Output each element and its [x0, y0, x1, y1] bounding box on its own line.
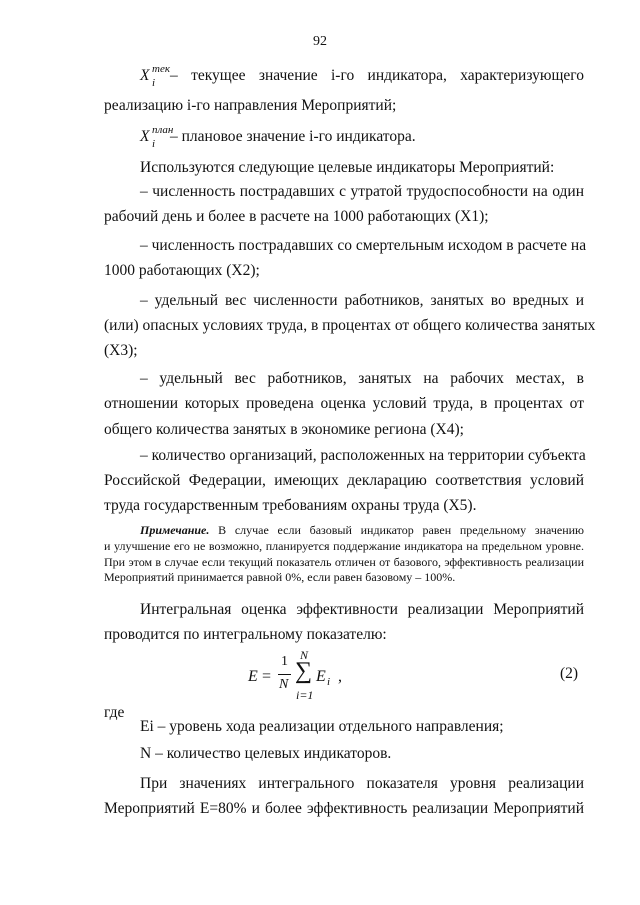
definition-current-line1: X тек i – текущее значение i-го индикатора, характеризующего: [140, 63, 584, 89]
formula-denominator: N: [279, 677, 289, 692]
sum-upper-limit: N: [300, 648, 309, 662]
note-line2: и улучшение его не возможно, планируется поддержание индикатора на предельном уровне.: [104, 539, 584, 553]
where-label: где: [104, 704, 125, 721]
definition-planned: X план i – плановое значение i-го индикатора.: [140, 124, 416, 150]
equation-number: (2): [560, 665, 579, 682]
formula-term-sub: i: [327, 676, 331, 688]
item1-line2: рабочий день и более в расчете на 1000 работающих (X1);: [104, 208, 489, 225]
integral-line1: Интегральная оценка эффективности реализации Мероприятий: [140, 601, 584, 618]
item5-line3: труда государственным требованиям охраны труда (X5).: [104, 497, 477, 514]
item3-line1: – удельный вес численности работников, занятых во вредных и: [140, 292, 584, 309]
formula-equals: =: [262, 668, 272, 685]
item2-line2: 1000 работающих (X2);: [104, 262, 260, 279]
sum-symbol: ∑: [295, 658, 313, 684]
item3-line3: (X3);: [104, 342, 138, 359]
item1-line1: – численность пострадавших с утратой трудоспособности на один: [140, 183, 584, 200]
formula-numerator: 1: [281, 654, 288, 669]
item2-line1: – численность пострадавших со смертельным исходом в расчете на: [140, 237, 587, 254]
note-line1: Примечание. В случае если базовый индикатор равен предельному значению: [140, 523, 585, 537]
formula-comma: ,: [338, 668, 342, 685]
item4-line1: – удельный вес работников, занятых на рабочих местах, в: [140, 370, 584, 387]
definition-current-line2: реализацию i-го направления Мероприятий;: [104, 97, 397, 114]
ei-definition: Ei – уровень хода реализации отдельного направления;: [140, 718, 504, 735]
fraction-bar: [278, 674, 291, 675]
final-line2: Мероприятий E=80% и более эффективность реализации Мероприятий: [104, 800, 584, 817]
n-definition: N – количество целевых индикаторов.: [140, 745, 392, 762]
formula-lhs: E: [248, 668, 258, 685]
item4-line2: отношении которых проведена оценка условий труда, в процентах от: [104, 395, 584, 412]
note-label: Примечание.: [140, 523, 210, 537]
item4-line3: общего количества занятых в экономике региона (X4);: [104, 421, 464, 438]
note-line4: Мероприятий принимается равной 0%, если равен базовому – 100%.: [104, 570, 456, 584]
note-line3: При этом в случае если текущий показатель отличен от базового, эффективность реализации: [104, 555, 584, 569]
integral-line2: проводится по интегральному показателю:: [104, 626, 387, 643]
formula-term: E: [316, 668, 326, 685]
item5-line1: – количество организаций, расположенных на территории субъекта: [140, 447, 586, 464]
page-number: 92: [313, 34, 327, 49]
item5-line2: Российской Федерации, имеющих декларацию соответствия условий: [104, 472, 584, 489]
sum-lower-limit: i=1: [296, 688, 314, 702]
x-current-symbol: X тек i: [140, 63, 170, 89]
final-line1: При значениях интегрального показателя уровня реализации: [140, 775, 584, 792]
x-planned-symbol: X план i: [140, 124, 174, 150]
item3-line2: (или) опасных условиях труда, в процентах от общего количества занятых: [104, 317, 596, 334]
indicators-intro: Используются следующие целевые индикаторы Мероприятий:: [140, 159, 555, 176]
